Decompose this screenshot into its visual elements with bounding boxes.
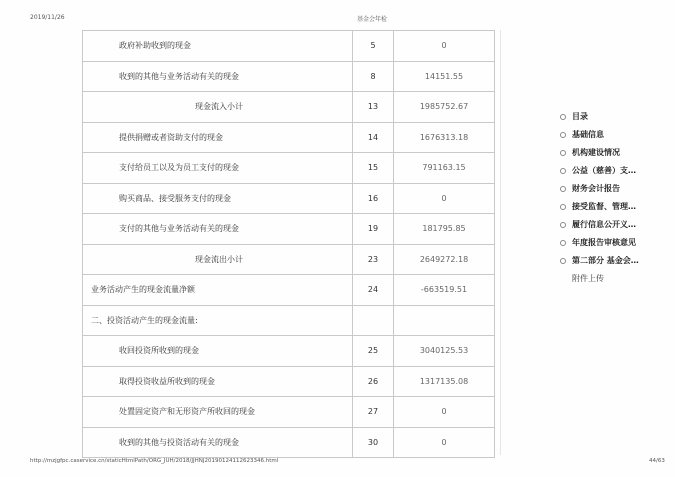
- outline-item-label: 年度报告审核意见: [572, 238, 636, 247]
- row-amount: 2649272.18: [394, 244, 495, 275]
- table-row: [83, 31, 495, 62]
- row-amount: 3040125.53: [394, 336, 495, 367]
- outline-item-label: 附件上传: [572, 274, 604, 283]
- outline-item[interactable]: [558, 126, 670, 144]
- row-item-name: 政府补助收到的现金: [83, 31, 353, 62]
- row-amount: 0: [394, 397, 495, 428]
- row-line-number: [353, 305, 394, 336]
- bookmark-outline: [558, 108, 670, 288]
- table-row: [83, 366, 495, 397]
- circle-bullet-icon: [560, 258, 566, 264]
- table-row: [83, 275, 495, 306]
- print-url: http://mzjgfpc.caservice.cn/staticHtmlPath/ORG_JUH/2018/JJHNJ20190124112623346.html: [30, 458, 279, 464]
- row-item-name: 现金流入小计: [83, 92, 353, 123]
- outline-item[interactable]: [558, 144, 670, 162]
- outline-item[interactable]: [558, 198, 670, 216]
- row-item-name: 业务活动产生的现金流量净额: [83, 275, 353, 306]
- cash-flow-table-body: [83, 31, 495, 458]
- row-line-number: 27: [353, 397, 394, 428]
- row-amount: 0: [394, 427, 495, 458]
- row-amount: 0: [394, 183, 495, 214]
- table-row: [83, 305, 495, 336]
- table-row: [83, 244, 495, 275]
- row-item-name: 收到的其他与投资活动有关的现金: [83, 427, 353, 458]
- row-item-name: 收到的其他与业务活动有关的现金: [83, 61, 353, 92]
- row-item-name: 取得投资收益所收到的现金: [83, 366, 353, 397]
- outline-item[interactable]: [558, 270, 670, 288]
- outline-item[interactable]: [558, 180, 670, 198]
- print-date: 2019/11/26: [30, 14, 65, 21]
- row-line-number: 8: [353, 61, 394, 92]
- row-line-number: 14: [353, 122, 394, 153]
- row-amount: 181795.85: [394, 214, 495, 245]
- row-line-number: 15: [353, 153, 394, 184]
- row-line-number: 13: [353, 92, 394, 123]
- outline-item-label: 财务会计报告: [572, 184, 620, 193]
- circle-bullet-icon: [560, 222, 566, 228]
- table-row: [83, 61, 495, 92]
- outline-item-label: 公益（慈善）支…: [572, 166, 636, 175]
- cash-flow-table: [82, 30, 495, 458]
- outline-item[interactable]: [558, 252, 670, 270]
- outline-item-label: 履行信息公开义…: [572, 220, 636, 229]
- row-item-name: 二、投资活动产生的现金流量:: [83, 305, 353, 336]
- table-row: [83, 214, 495, 245]
- row-line-number: 25: [353, 336, 394, 367]
- table-row: [83, 183, 495, 214]
- row-amount: 1676313.18: [394, 122, 495, 153]
- table-row: [83, 397, 495, 428]
- circle-bullet-icon: [560, 150, 566, 156]
- print-page-number: 44/63: [649, 458, 665, 464]
- row-line-number: 23: [353, 244, 394, 275]
- outline-item-label: 机构建设情况: [572, 148, 620, 157]
- table-row: [83, 336, 495, 367]
- row-item-name: 支付给员工以及为员工支付的现金: [83, 153, 353, 184]
- table-row: [83, 153, 495, 184]
- row-item-name: 收回投资所收到的现金: [83, 336, 353, 367]
- page-divider: [500, 30, 501, 455]
- row-line-number: 26: [353, 366, 394, 397]
- outline-item[interactable]: [558, 108, 670, 126]
- outline-item[interactable]: [558, 162, 670, 180]
- row-item-name: 支付的其他与业务活动有关的现金: [83, 214, 353, 245]
- outline-item-label: 基础信息: [572, 130, 604, 139]
- row-item-name: 购买商品、接受服务支付的现金: [83, 183, 353, 214]
- circle-bullet-icon: [560, 204, 566, 210]
- row-amount: 1985752.67: [394, 92, 495, 123]
- row-line-number: 24: [353, 275, 394, 306]
- row-amount: 0: [394, 31, 495, 62]
- row-amount: 791163.15: [394, 153, 495, 184]
- outline-item-label: 目录: [572, 112, 588, 121]
- circle-bullet-icon: [560, 168, 566, 174]
- row-item-name: 处置固定资产和无形资产所收回的现金: [83, 397, 353, 428]
- outline-item-label: 接受监督、管理…: [572, 202, 636, 211]
- row-amount: 14151.55: [394, 61, 495, 92]
- row-amount: 1317135.08: [394, 366, 495, 397]
- row-line-number: 5: [353, 31, 394, 62]
- row-item-name: 现金流出小计: [83, 244, 353, 275]
- print-title: 基金会年检: [357, 16, 388, 23]
- row-item-name: 提供捐赠或者资助支付的现金: [83, 122, 353, 153]
- table-row: [83, 427, 495, 458]
- row-amount: -663519.51: [394, 275, 495, 306]
- circle-bullet-icon: [560, 186, 566, 192]
- circle-bullet-icon: [560, 132, 566, 138]
- row-line-number: 16: [353, 183, 394, 214]
- circle-bullet-icon: [560, 114, 566, 120]
- table-row: [83, 122, 495, 153]
- outline-item-label: 第二部分 基金会…: [572, 256, 639, 265]
- row-line-number: 30: [353, 427, 394, 458]
- row-amount: [394, 305, 495, 336]
- row-line-number: 19: [353, 214, 394, 245]
- table-row: [83, 92, 495, 123]
- outline-item[interactable]: [558, 216, 670, 234]
- outline-item[interactable]: [558, 234, 670, 252]
- circle-bullet-icon: [560, 240, 566, 246]
